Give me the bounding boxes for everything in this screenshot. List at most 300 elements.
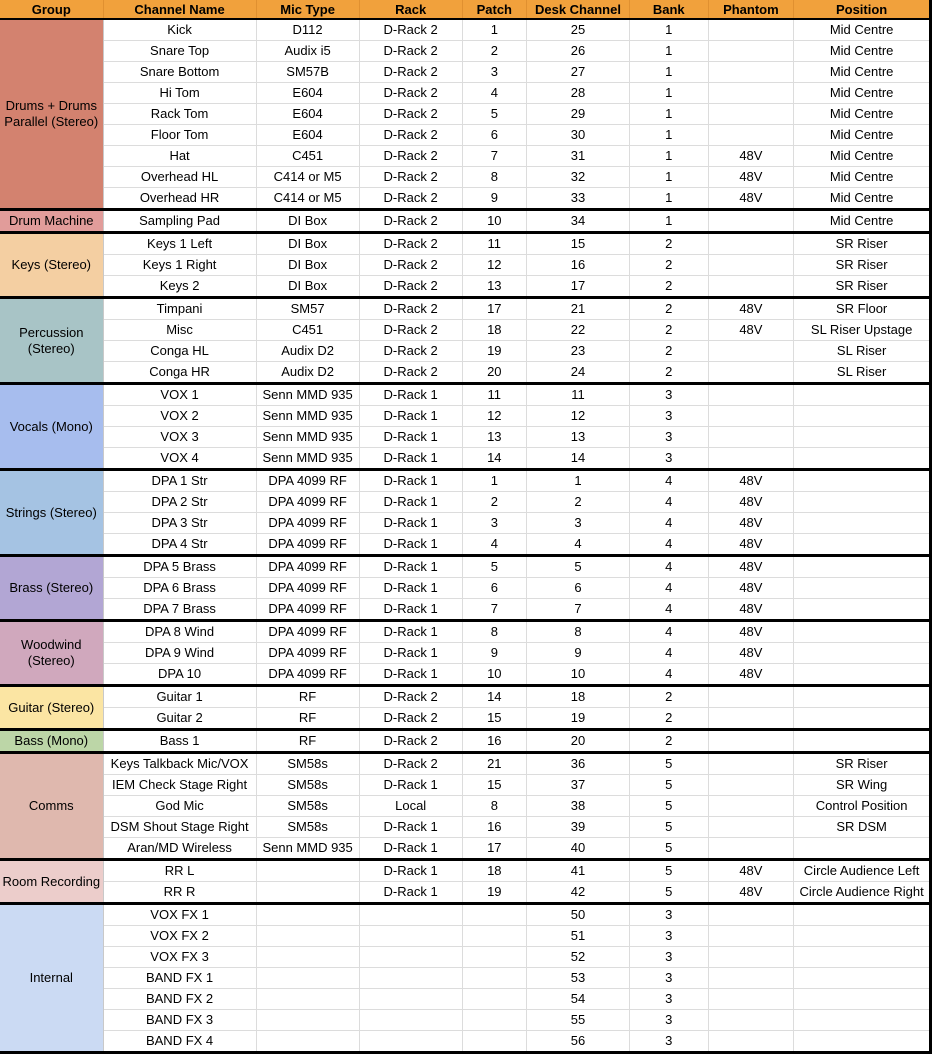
channel-name-cell[interactable]: Floor Tom	[103, 125, 256, 146]
mic-type-cell[interactable]: DI Box	[256, 210, 359, 233]
channel-name-cell[interactable]: Timpani	[103, 298, 256, 320]
mic-type-cell[interactable]: SM57B	[256, 62, 359, 83]
phantom-cell[interactable]: 48V	[708, 556, 794, 578]
patch-cell[interactable]: 12	[462, 406, 526, 427]
header-rack[interactable]: Rack	[359, 0, 462, 19]
desk-channel-cell[interactable]: 29	[526, 104, 629, 125]
channel-name-cell[interactable]: DPA 7 Brass	[103, 599, 256, 621]
position-cell[interactable]	[794, 708, 931, 730]
rack-cell[interactable]: D-Rack 2	[359, 146, 462, 167]
channel-name-cell[interactable]: DPA 9 Wind	[103, 643, 256, 664]
mic-type-cell[interactable]: Audix i5	[256, 41, 359, 62]
desk-channel-cell[interactable]: 24	[526, 362, 629, 384]
phantom-cell[interactable]	[708, 947, 794, 968]
rack-cell[interactable]: D-Rack 1	[359, 513, 462, 534]
mic-type-cell[interactable]: E604	[256, 125, 359, 146]
position-cell[interactable]	[794, 643, 931, 664]
mic-type-cell[interactable]: DPA 4099 RF	[256, 470, 359, 492]
rack-cell[interactable]: D-Rack 2	[359, 753, 462, 775]
channel-name-cell[interactable]: DPA 4 Str	[103, 534, 256, 556]
desk-channel-cell[interactable]: 28	[526, 83, 629, 104]
header-desk-channel[interactable]: Desk Channel	[526, 0, 629, 19]
patch-cell[interactable]	[462, 989, 526, 1010]
position-cell[interactable]	[794, 448, 931, 470]
patch-cell[interactable]: 11	[462, 384, 526, 406]
patch-cell[interactable]: 17	[462, 838, 526, 860]
bank-cell[interactable]: 2	[629, 320, 708, 341]
desk-channel-cell[interactable]: 25	[526, 19, 629, 41]
bank-cell[interactable]: 3	[629, 448, 708, 470]
rack-cell[interactable]: D-Rack 1	[359, 599, 462, 621]
patch-cell[interactable]: 4	[462, 83, 526, 104]
patch-cell[interactable]	[462, 904, 526, 926]
rack-cell[interactable]: D-Rack 1	[359, 492, 462, 513]
phantom-cell[interactable]	[708, 255, 794, 276]
rack-cell[interactable]: D-Rack 2	[359, 320, 462, 341]
desk-channel-cell[interactable]: 38	[526, 796, 629, 817]
patch-cell[interactable]: 2	[462, 492, 526, 513]
patch-cell[interactable]: 10	[462, 664, 526, 686]
position-cell[interactable]: SR Riser	[794, 255, 931, 276]
bank-cell[interactable]: 1	[629, 19, 708, 41]
position-cell[interactable]	[794, 384, 931, 406]
bank-cell[interactable]: 1	[629, 210, 708, 233]
position-cell[interactable]: SL Riser	[794, 362, 931, 384]
rack-cell[interactable]	[359, 968, 462, 989]
mic-type-cell[interactable]: SM58s	[256, 817, 359, 838]
position-cell[interactable]: SR Riser	[794, 753, 931, 775]
desk-channel-cell[interactable]: 11	[526, 384, 629, 406]
channel-name-cell[interactable]: DPA 3 Str	[103, 513, 256, 534]
phantom-cell[interactable]	[708, 233, 794, 255]
desk-channel-cell[interactable]: 56	[526, 1031, 629, 1053]
phantom-cell[interactable]: 48V	[708, 534, 794, 556]
bank-cell[interactable]: 5	[629, 838, 708, 860]
rack-cell[interactable]: D-Rack 1	[359, 664, 462, 686]
desk-channel-cell[interactable]: 34	[526, 210, 629, 233]
rack-cell[interactable]: D-Rack 1	[359, 534, 462, 556]
mic-type-cell[interactable]: Senn MMD 935	[256, 406, 359, 427]
position-cell[interactable]: Mid Centre	[794, 210, 931, 233]
patch-cell[interactable]: 16	[462, 817, 526, 838]
rack-cell[interactable]	[359, 926, 462, 947]
mic-type-cell[interactable]: DI Box	[256, 233, 359, 255]
desk-channel-cell[interactable]: 21	[526, 298, 629, 320]
rack-cell[interactable]: D-Rack 2	[359, 708, 462, 730]
channel-name-cell[interactable]: DPA 2 Str	[103, 492, 256, 513]
header-patch[interactable]: Patch	[462, 0, 526, 19]
phantom-cell[interactable]	[708, 775, 794, 796]
phantom-cell[interactable]	[708, 41, 794, 62]
desk-channel-cell[interactable]: 6	[526, 578, 629, 599]
mic-type-cell[interactable]	[256, 882, 359, 904]
phantom-cell[interactable]	[708, 989, 794, 1010]
mic-type-cell[interactable]: DI Box	[256, 255, 359, 276]
channel-name-cell[interactable]: IEM Check Stage Right	[103, 775, 256, 796]
rack-cell[interactable]: D-Rack 1	[359, 406, 462, 427]
position-cell[interactable]	[794, 492, 931, 513]
mic-type-cell[interactable]: C414 or M5	[256, 167, 359, 188]
header-channel-name[interactable]: Channel Name	[103, 0, 256, 19]
mic-type-cell[interactable]: DPA 4099 RF	[256, 556, 359, 578]
phantom-cell[interactable]	[708, 817, 794, 838]
bank-cell[interactable]: 4	[629, 534, 708, 556]
patch-cell[interactable]: 8	[462, 167, 526, 188]
bank-cell[interactable]: 2	[629, 708, 708, 730]
bank-cell[interactable]: 5	[629, 860, 708, 882]
bank-cell[interactable]: 3	[629, 1031, 708, 1053]
channel-name-cell[interactable]: BAND FX 1	[103, 968, 256, 989]
patch-cell[interactable]: 5	[462, 556, 526, 578]
rack-cell[interactable]	[359, 904, 462, 926]
desk-channel-cell[interactable]: 32	[526, 167, 629, 188]
bank-cell[interactable]: 4	[629, 578, 708, 599]
patch-cell[interactable]: 8	[462, 796, 526, 817]
phantom-cell[interactable]	[708, 968, 794, 989]
bank-cell[interactable]: 4	[629, 513, 708, 534]
bank-cell[interactable]: 4	[629, 470, 708, 492]
phantom-cell[interactable]	[708, 19, 794, 41]
phantom-cell[interactable]: 48V	[708, 882, 794, 904]
position-cell[interactable]	[794, 947, 931, 968]
desk-channel-cell[interactable]: 14	[526, 448, 629, 470]
position-cell[interactable]: SL Riser Upstage	[794, 320, 931, 341]
position-cell[interactable]	[794, 470, 931, 492]
patch-cell[interactable]: 19	[462, 341, 526, 362]
position-cell[interactable]: Mid Centre	[794, 83, 931, 104]
header-group[interactable]: Group	[0, 0, 103, 19]
mic-type-cell[interactable]: C451	[256, 146, 359, 167]
desk-channel-cell[interactable]: 13	[526, 427, 629, 448]
phantom-cell[interactable]: 48V	[708, 578, 794, 599]
patch-cell[interactable]: 9	[462, 188, 526, 210]
mic-type-cell[interactable]: DPA 4099 RF	[256, 578, 359, 599]
patch-cell[interactable]: 15	[462, 775, 526, 796]
desk-channel-cell[interactable]: 2	[526, 492, 629, 513]
channel-name-cell[interactable]: Snare Top	[103, 41, 256, 62]
bank-cell[interactable]: 3	[629, 904, 708, 926]
position-cell[interactable]: Mid Centre	[794, 167, 931, 188]
bank-cell[interactable]: 1	[629, 188, 708, 210]
position-cell[interactable]: SR Riser	[794, 233, 931, 255]
bank-cell[interactable]: 4	[629, 492, 708, 513]
bank-cell[interactable]: 1	[629, 167, 708, 188]
desk-channel-cell[interactable]: 50	[526, 904, 629, 926]
position-cell[interactable]	[794, 968, 931, 989]
rack-cell[interactable]: D-Rack 2	[359, 167, 462, 188]
desk-channel-cell[interactable]: 5	[526, 556, 629, 578]
position-cell[interactable]: SL Riser	[794, 341, 931, 362]
bank-cell[interactable]: 2	[629, 362, 708, 384]
patch-cell[interactable]: 4	[462, 534, 526, 556]
desk-channel-cell[interactable]: 26	[526, 41, 629, 62]
desk-channel-cell[interactable]: 36	[526, 753, 629, 775]
bank-cell[interactable]: 3	[629, 1010, 708, 1031]
phantom-cell[interactable]	[708, 448, 794, 470]
mic-type-cell[interactable]: DPA 4099 RF	[256, 664, 359, 686]
desk-channel-cell[interactable]: 27	[526, 62, 629, 83]
group-cell[interactable]: Drum Machine	[0, 210, 103, 233]
rack-cell[interactable]: D-Rack 2	[359, 276, 462, 298]
phantom-cell[interactable]	[708, 1010, 794, 1031]
channel-name-cell[interactable]: Hat	[103, 146, 256, 167]
rack-cell[interactable]: D-Rack 2	[359, 233, 462, 255]
desk-channel-cell[interactable]: 30	[526, 125, 629, 146]
channel-name-cell[interactable]: BAND FX 2	[103, 989, 256, 1010]
phantom-cell[interactable]	[708, 796, 794, 817]
bank-cell[interactable]: 5	[629, 817, 708, 838]
channel-name-cell[interactable]: Keys 1 Right	[103, 255, 256, 276]
desk-channel-cell[interactable]: 18	[526, 686, 629, 708]
bank-cell[interactable]: 3	[629, 947, 708, 968]
phantom-cell[interactable]: 48V	[708, 643, 794, 664]
patch-cell[interactable]: 11	[462, 233, 526, 255]
mic-type-cell[interactable]	[256, 989, 359, 1010]
channel-name-cell[interactable]: Conga HL	[103, 341, 256, 362]
rack-cell[interactable]: D-Rack 1	[359, 384, 462, 406]
phantom-cell[interactable]	[708, 125, 794, 146]
patch-cell[interactable]: 18	[462, 320, 526, 341]
bank-cell[interactable]: 2	[629, 730, 708, 753]
patch-cell[interactable]: 20	[462, 362, 526, 384]
rack-cell[interactable]	[359, 989, 462, 1010]
mic-type-cell[interactable]: E604	[256, 83, 359, 104]
bank-cell[interactable]: 2	[629, 298, 708, 320]
desk-channel-cell[interactable]: 8	[526, 621, 629, 643]
mic-type-cell[interactable]: Senn MMD 935	[256, 838, 359, 860]
channel-name-cell[interactable]: VOX 2	[103, 406, 256, 427]
position-cell[interactable]: Mid Centre	[794, 104, 931, 125]
group-cell[interactable]: Strings (Stereo)	[0, 470, 103, 556]
group-cell[interactable]: Keys (Stereo)	[0, 233, 103, 298]
phantom-cell[interactable]: 48V	[708, 860, 794, 882]
channel-name-cell[interactable]: VOX FX 3	[103, 947, 256, 968]
channel-name-cell[interactable]: DPA 5 Brass	[103, 556, 256, 578]
phantom-cell[interactable]: 48V	[708, 664, 794, 686]
patch-cell[interactable]: 9	[462, 643, 526, 664]
mic-type-cell[interactable]: RF	[256, 708, 359, 730]
patch-cell[interactable]: 3	[462, 513, 526, 534]
mic-type-cell[interactable]: DPA 4099 RF	[256, 643, 359, 664]
position-cell[interactable]: Control Position	[794, 796, 931, 817]
group-cell[interactable]: Vocals (Mono)	[0, 384, 103, 470]
bank-cell[interactable]: 4	[629, 556, 708, 578]
desk-channel-cell[interactable]: 33	[526, 188, 629, 210]
channel-name-cell[interactable]: DPA 6 Brass	[103, 578, 256, 599]
mic-type-cell[interactable]	[256, 947, 359, 968]
position-cell[interactable]	[794, 621, 931, 643]
position-cell[interactable]: Mid Centre	[794, 146, 931, 167]
phantom-cell[interactable]	[708, 730, 794, 753]
patch-cell[interactable]: 1	[462, 19, 526, 41]
rack-cell[interactable]: D-Rack 2	[359, 255, 462, 276]
bank-cell[interactable]: 5	[629, 882, 708, 904]
channel-name-cell[interactable]: DSM Shout Stage Right	[103, 817, 256, 838]
rack-cell[interactable]: D-Rack 2	[359, 41, 462, 62]
mic-type-cell[interactable]: SM58s	[256, 753, 359, 775]
group-cell[interactable]: Woodwind (Stereo)	[0, 621, 103, 686]
channel-name-cell[interactable]: Kick	[103, 19, 256, 41]
rack-cell[interactable]	[359, 947, 462, 968]
channel-name-cell[interactable]: Rack Tom	[103, 104, 256, 125]
desk-channel-cell[interactable]: 1	[526, 470, 629, 492]
position-cell[interactable]	[794, 838, 931, 860]
bank-cell[interactable]: 3	[629, 968, 708, 989]
header-mic-type[interactable]: Mic Type	[256, 0, 359, 19]
position-cell[interactable]: SR Floor	[794, 298, 931, 320]
rack-cell[interactable]: D-Rack 2	[359, 210, 462, 233]
channel-name-cell[interactable]: Keys Talkback Mic/VOX	[103, 753, 256, 775]
channel-name-cell[interactable]: VOX 4	[103, 448, 256, 470]
bank-cell[interactable]: 3	[629, 384, 708, 406]
group-cell[interactable]: Brass (Stereo)	[0, 556, 103, 621]
patch-cell[interactable]	[462, 926, 526, 947]
bank-cell[interactable]: 2	[629, 276, 708, 298]
position-cell[interactable]: Circle Audience Left	[794, 860, 931, 882]
mic-type-cell[interactable]: C451	[256, 320, 359, 341]
header-position[interactable]: Position	[794, 0, 931, 19]
mic-type-cell[interactable]: SM58s	[256, 775, 359, 796]
group-cell[interactable]: Bass (Mono)	[0, 730, 103, 753]
phantom-cell[interactable]	[708, 362, 794, 384]
rack-cell[interactable]: D-Rack 1	[359, 556, 462, 578]
phantom-cell[interactable]: 48V	[708, 513, 794, 534]
rack-cell[interactable]: D-Rack 1	[359, 448, 462, 470]
desk-channel-cell[interactable]: 10	[526, 664, 629, 686]
patch-cell[interactable]	[462, 947, 526, 968]
mic-type-cell[interactable]: Audix D2	[256, 362, 359, 384]
patch-cell[interactable]: 10	[462, 210, 526, 233]
bank-cell[interactable]: 1	[629, 83, 708, 104]
group-cell[interactable]: Comms	[0, 753, 103, 860]
channel-name-cell[interactable]: RR R	[103, 882, 256, 904]
bank-cell[interactable]: 4	[629, 664, 708, 686]
desk-channel-cell[interactable]: 7	[526, 599, 629, 621]
rack-cell[interactable]: D-Rack 1	[359, 621, 462, 643]
desk-channel-cell[interactable]: 20	[526, 730, 629, 753]
rack-cell[interactable]: D-Rack 1	[359, 882, 462, 904]
position-cell[interactable]: Mid Centre	[794, 41, 931, 62]
phantom-cell[interactable]	[708, 83, 794, 104]
position-cell[interactable]: SR DSM	[794, 817, 931, 838]
patch-cell[interactable]: 7	[462, 146, 526, 167]
rack-cell[interactable]: D-Rack 2	[359, 341, 462, 362]
channel-name-cell[interactable]: Hi Tom	[103, 83, 256, 104]
position-cell[interactable]	[794, 513, 931, 534]
position-cell[interactable]	[794, 904, 931, 926]
patch-cell[interactable]: 12	[462, 255, 526, 276]
mic-type-cell[interactable]	[256, 926, 359, 947]
mic-type-cell[interactable]	[256, 904, 359, 926]
position-cell[interactable]	[794, 599, 931, 621]
phantom-cell[interactable]	[708, 406, 794, 427]
desk-channel-cell[interactable]: 52	[526, 947, 629, 968]
mic-type-cell[interactable]: E604	[256, 104, 359, 125]
phantom-cell[interactable]	[708, 686, 794, 708]
phantom-cell[interactable]	[708, 276, 794, 298]
position-cell[interactable]	[794, 556, 931, 578]
phantom-cell[interactable]	[708, 926, 794, 947]
patch-cell[interactable]: 18	[462, 860, 526, 882]
channel-name-cell[interactable]: VOX 3	[103, 427, 256, 448]
patch-cell[interactable]: 14	[462, 448, 526, 470]
phantom-cell[interactable]	[708, 62, 794, 83]
channel-name-cell[interactable]: Misc	[103, 320, 256, 341]
desk-channel-cell[interactable]: 17	[526, 276, 629, 298]
bank-cell[interactable]: 5	[629, 753, 708, 775]
desk-channel-cell[interactable]: 55	[526, 1010, 629, 1031]
channel-name-cell[interactable]: Overhead HL	[103, 167, 256, 188]
patch-cell[interactable]: 19	[462, 882, 526, 904]
mic-type-cell[interactable]: Senn MMD 935	[256, 448, 359, 470]
patch-cell[interactable]: 21	[462, 753, 526, 775]
position-cell[interactable]	[794, 406, 931, 427]
position-cell[interactable]: SR Riser	[794, 276, 931, 298]
patch-cell[interactable]: 7	[462, 599, 526, 621]
channel-name-cell[interactable]: VOX FX 1	[103, 904, 256, 926]
bank-cell[interactable]: 2	[629, 341, 708, 362]
rack-cell[interactable]: D-Rack 1	[359, 817, 462, 838]
position-cell[interactable]: Mid Centre	[794, 62, 931, 83]
rack-cell[interactable]: D-Rack 1	[359, 578, 462, 599]
channel-name-cell[interactable]: BAND FX 3	[103, 1010, 256, 1031]
bank-cell[interactable]: 1	[629, 104, 708, 125]
mic-type-cell[interactable]: DPA 4099 RF	[256, 492, 359, 513]
bank-cell[interactable]: 1	[629, 41, 708, 62]
rack-cell[interactable]: D-Rack 2	[359, 125, 462, 146]
rack-cell[interactable]	[359, 1010, 462, 1031]
mic-type-cell[interactable]: C414 or M5	[256, 188, 359, 210]
mic-type-cell[interactable]	[256, 860, 359, 882]
desk-channel-cell[interactable]: 53	[526, 968, 629, 989]
position-cell[interactable]: SR Wing	[794, 775, 931, 796]
patch-cell[interactable]: 17	[462, 298, 526, 320]
bank-cell[interactable]: 3	[629, 427, 708, 448]
bank-cell[interactable]: 3	[629, 406, 708, 427]
desk-channel-cell[interactable]: 4	[526, 534, 629, 556]
desk-channel-cell[interactable]: 16	[526, 255, 629, 276]
desk-channel-cell[interactable]: 22	[526, 320, 629, 341]
patch-cell[interactable]: 6	[462, 578, 526, 599]
desk-channel-cell[interactable]: 3	[526, 513, 629, 534]
channel-name-cell[interactable]: DPA 1 Str	[103, 470, 256, 492]
mic-type-cell[interactable]	[256, 1010, 359, 1031]
position-cell[interactable]	[794, 534, 931, 556]
rack-cell[interactable]: D-Rack 2	[359, 686, 462, 708]
phantom-cell[interactable]: 48V	[708, 320, 794, 341]
desk-channel-cell[interactable]: 39	[526, 817, 629, 838]
position-cell[interactable]: Mid Centre	[794, 125, 931, 146]
channel-name-cell[interactable]: Keys 2	[103, 276, 256, 298]
phantom-cell[interactable]	[708, 210, 794, 233]
bank-cell[interactable]: 1	[629, 62, 708, 83]
group-cell[interactable]: Drums + Drums Parallel (Stereo)	[0, 19, 103, 210]
patch-cell[interactable]: 6	[462, 125, 526, 146]
phantom-cell[interactable]: 48V	[708, 599, 794, 621]
desk-channel-cell[interactable]: 31	[526, 146, 629, 167]
channel-name-cell[interactable]: VOX 1	[103, 384, 256, 406]
channel-name-cell[interactable]: Conga HR	[103, 362, 256, 384]
channel-name-cell[interactable]: Snare Bottom	[103, 62, 256, 83]
mic-type-cell[interactable]: Senn MMD 935	[256, 384, 359, 406]
rack-cell[interactable]: D-Rack 1	[359, 775, 462, 796]
channel-name-cell[interactable]: RR L	[103, 860, 256, 882]
position-cell[interactable]: Mid Centre	[794, 19, 931, 41]
patch-cell[interactable]: 13	[462, 276, 526, 298]
rack-cell[interactable]: D-Rack 2	[359, 104, 462, 125]
phantom-cell[interactable]	[708, 708, 794, 730]
mic-type-cell[interactable]: DI Box	[256, 276, 359, 298]
